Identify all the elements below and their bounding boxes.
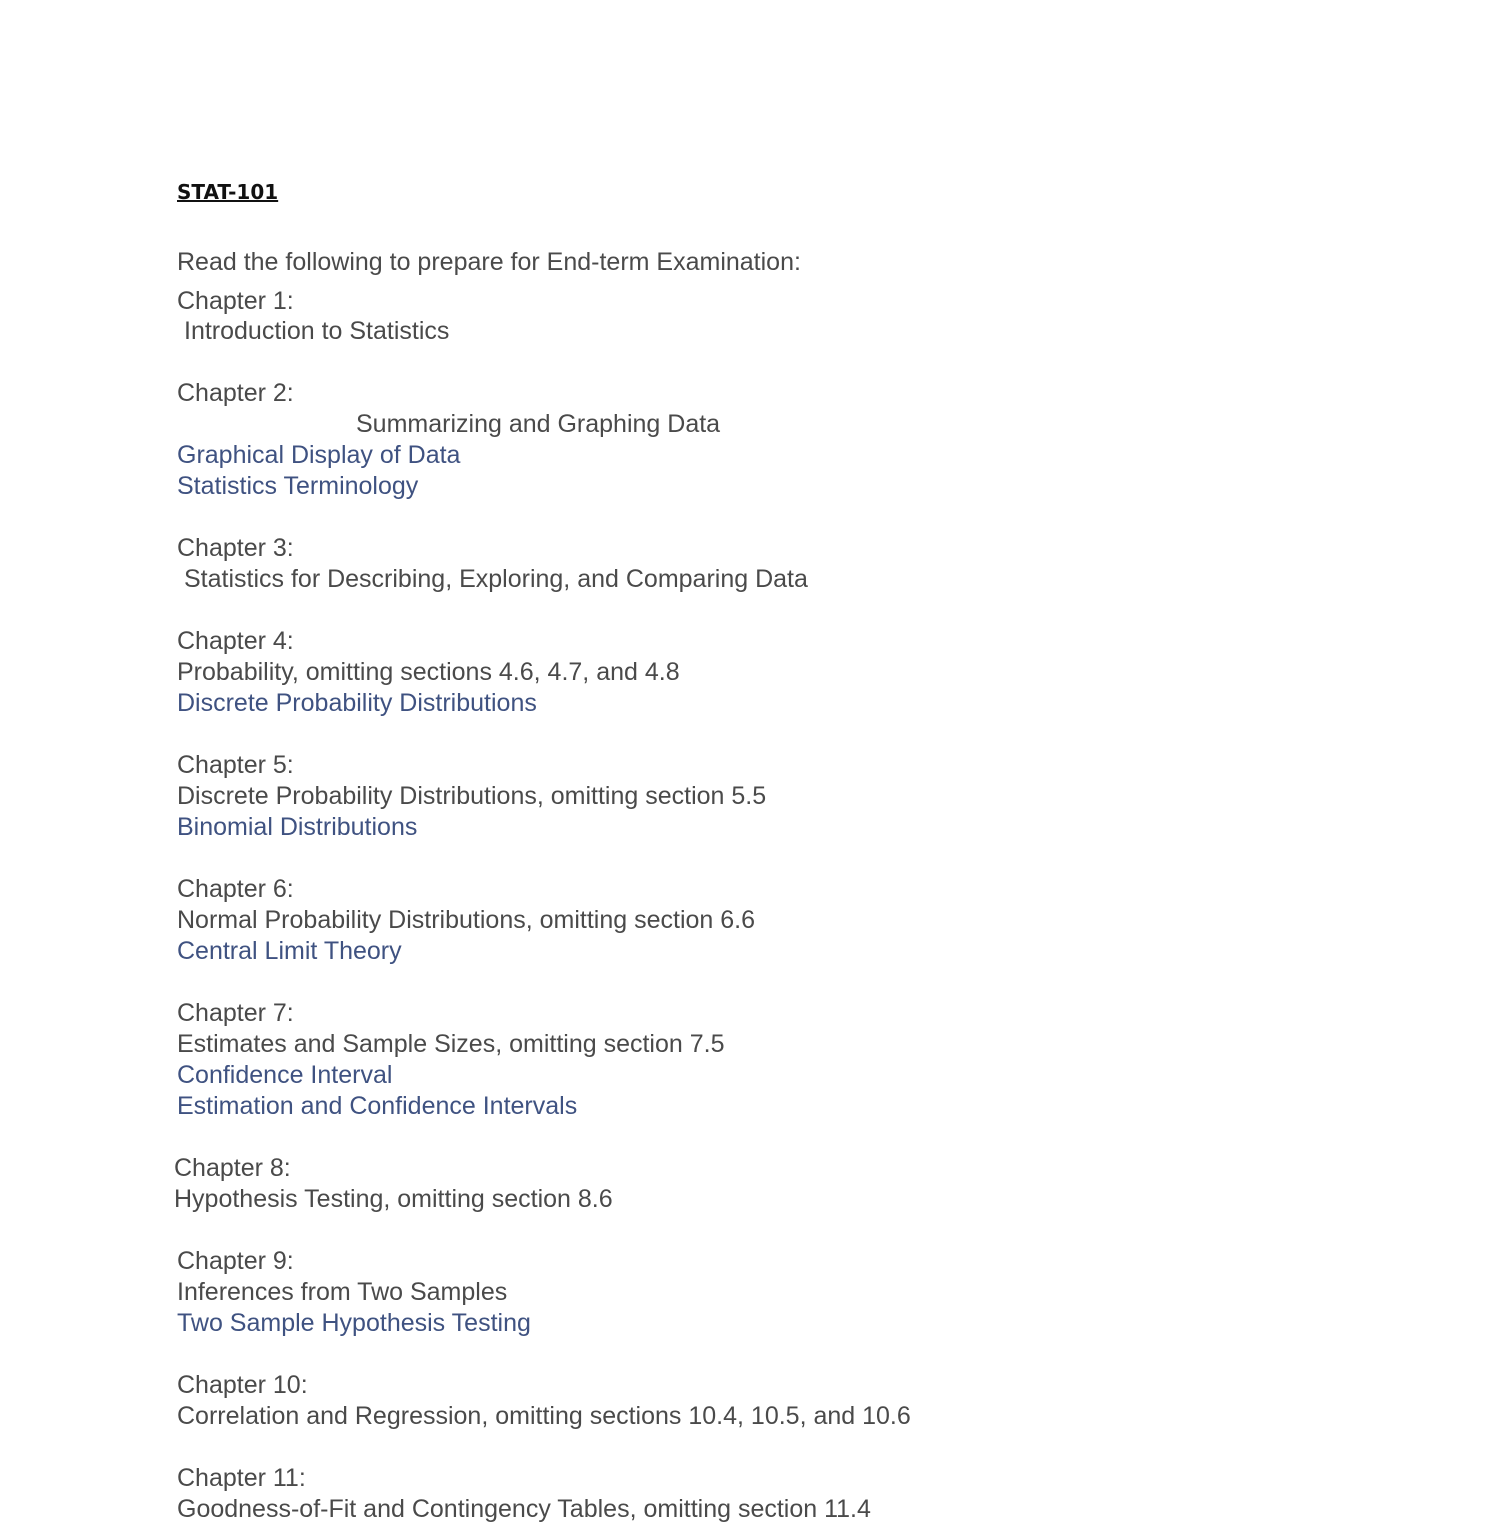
chapter-topic: Hypothesis Testing, omitting section 8.6 (174, 1185, 613, 1213)
chapter-heading: Chapter 6: (177, 875, 294, 903)
resource-link[interactable]: Estimation and Confidence Intervals (177, 1092, 578, 1120)
chapter-heading: Chapter 4: (177, 627, 294, 655)
chapter-heading: Chapter 7: (177, 999, 294, 1027)
chapter-topic: Goodness-of-Fit and Contingency Tables, omitting section 11.4 (177, 1495, 871, 1523)
document-title: STAT-101 (177, 180, 279, 204)
resource-link[interactable]: Confidence Interval (177, 1061, 393, 1089)
chapter-topic: Estimates and Sample Sizes, omitting section 7.5 (177, 1030, 725, 1058)
chapter-heading: Chapter 8: (174, 1154, 291, 1182)
chapter-topic: Introduction to Statistics (184, 317, 450, 345)
resource-link[interactable]: Central Limit Theory (177, 937, 402, 965)
chapter-topic: Inferences from Two Samples (177, 1278, 508, 1306)
chapter-heading: Chapter 5: (177, 751, 294, 779)
chapter-heading: Chapter 11: (177, 1464, 306, 1492)
chapter-topic: Correlation and Regression, omitting sections 10.4, 10.5, and 10.6 (177, 1402, 911, 1430)
chapter-topic: Statistics for Describing, Exploring, and Comparing Data (184, 565, 808, 593)
chapter-topic: Discrete Probability Distributions, omitting section 5.5 (177, 782, 767, 810)
chapter-heading: Chapter 2: (177, 379, 294, 407)
intro-text: Read the following to prepare for End-term Examination: (177, 248, 801, 276)
resource-link[interactable]: Discrete Probability Distributions (177, 689, 537, 717)
chapter-heading: Chapter 3: (177, 534, 294, 562)
resource-link[interactable]: Statistics Terminology (177, 472, 419, 500)
resource-link[interactable]: Two Sample Hypothesis Testing (177, 1309, 531, 1337)
chapter-heading: Chapter 9: (177, 1247, 294, 1275)
chapter-topic: Probability, omitting sections 4.6, 4.7, and 4.8 (177, 658, 680, 686)
resource-link[interactable]: Binomial Distributions (177, 813, 418, 841)
chapter-heading: Chapter 1: (177, 287, 294, 315)
chapter-heading: Chapter 10: (177, 1371, 308, 1399)
resource-link[interactable]: Graphical Display of Data (177, 441, 461, 469)
chapter-topic: Summarizing and Graphing Data (356, 410, 721, 438)
chapter-topic: Normal Probability Distributions, omitting section 6.6 (177, 906, 756, 934)
